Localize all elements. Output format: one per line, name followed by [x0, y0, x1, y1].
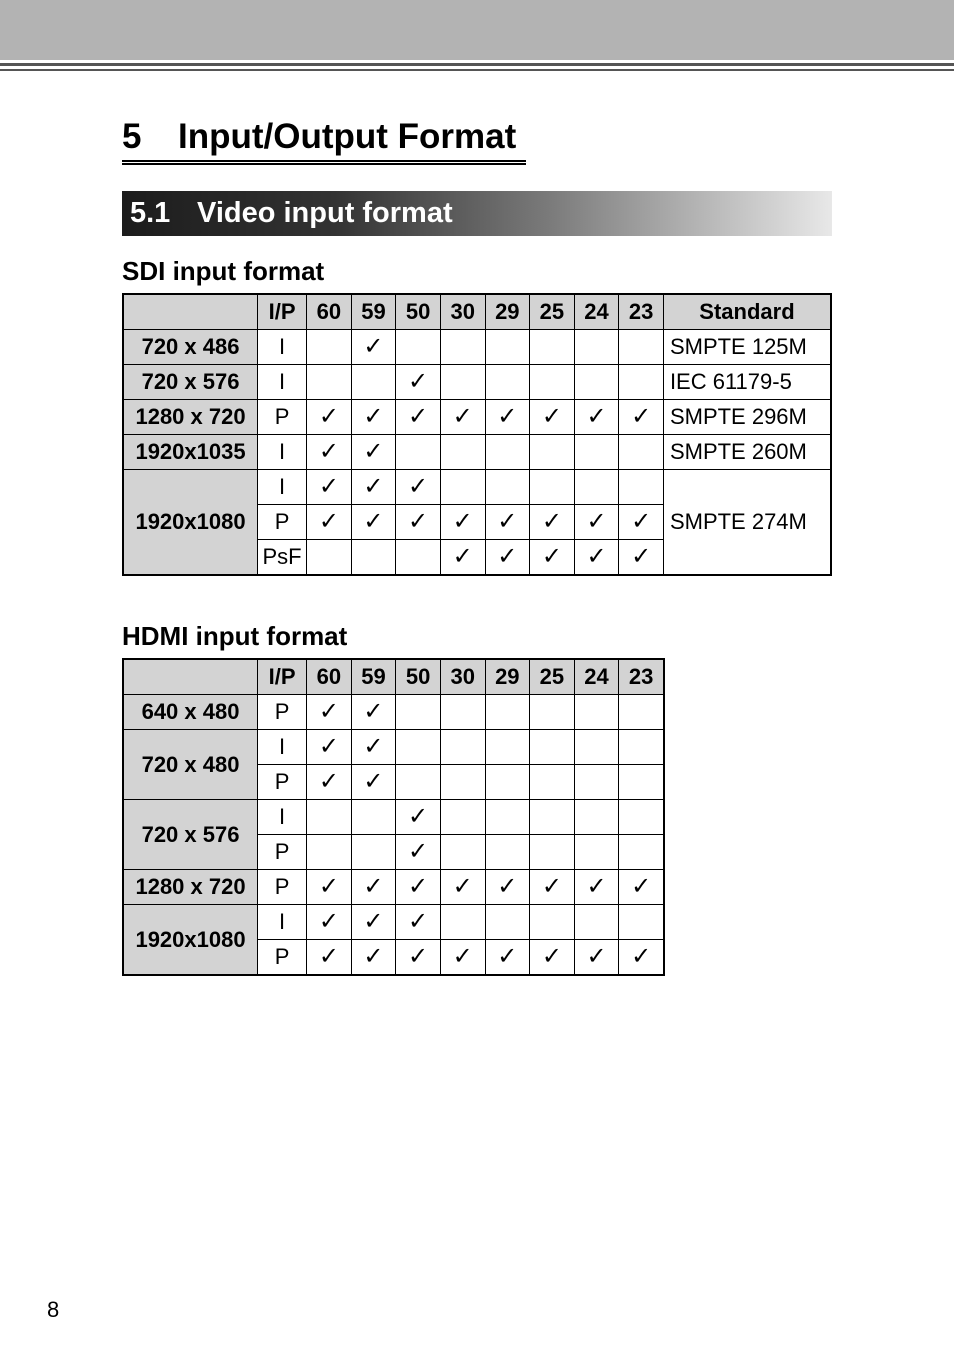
check-icon: ✓ — [452, 873, 473, 900]
rate-cell — [574, 695, 619, 730]
table-row — [123, 800, 664, 835]
rate-cell — [307, 905, 352, 940]
section-title — [130, 191, 453, 236]
hdmi-format-table — [122, 658, 665, 976]
check-icon: ✓ — [318, 438, 339, 465]
rate-cell — [619, 835, 664, 870]
rate-cell — [307, 730, 352, 765]
check-icon: ✓ — [452, 403, 473, 430]
rate-cell — [574, 870, 619, 905]
ip-cell: P — [258, 400, 307, 435]
sdi-heading: SDI input format — [122, 256, 325, 286]
header-row — [123, 659, 664, 695]
page-number: 8 — [47, 1297, 60, 1322]
rate-cell — [396, 435, 441, 470]
resolution-cell: 1280 x 720 — [123, 400, 258, 435]
check-icon: ✓ — [452, 943, 473, 970]
resolution-cell: 1920x1080 — [123, 470, 258, 576]
rate-cell — [396, 870, 441, 905]
check-icon: ✓ — [363, 403, 384, 430]
check-icon: ✓ — [497, 508, 518, 535]
resolution-cell: 1920x1080 — [123, 905, 258, 976]
rate-cell — [619, 905, 664, 940]
resolution-cell: 640 x 480 — [123, 695, 258, 730]
ip-cell: I — [258, 905, 307, 940]
resolution-cell: 1920x1035 — [123, 435, 258, 470]
rate-cell — [485, 400, 530, 435]
check-icon: ✓ — [408, 873, 429, 900]
standard-cell: SMPTE 274M — [663, 470, 831, 576]
rate-cell — [619, 400, 664, 435]
rate-header: 24 — [574, 659, 619, 695]
rate-cell — [485, 330, 530, 365]
rate-cell — [396, 400, 441, 435]
resolution-header — [123, 659, 258, 695]
resolution-cell: 720 x 486 — [123, 330, 258, 365]
rate-cell — [440, 470, 485, 505]
check-icon: ✓ — [408, 803, 429, 830]
rate-cell — [307, 940, 352, 976]
rate-cell — [351, 835, 396, 870]
check-icon: ✓ — [318, 403, 339, 430]
rate-cell — [307, 540, 352, 576]
resolution-header — [123, 294, 258, 330]
rate-cell — [485, 800, 530, 835]
rate-cell — [485, 470, 530, 505]
rate-header: 60 — [307, 659, 352, 695]
rate-header: 50 — [396, 659, 441, 695]
ip-header: I/P — [258, 659, 307, 695]
rate-cell — [619, 435, 664, 470]
rate-cell — [351, 765, 396, 800]
check-icon: ✓ — [363, 768, 384, 795]
rate-cell — [530, 470, 575, 505]
rate-cell — [574, 730, 619, 765]
rate-cell — [351, 870, 396, 905]
check-icon: ✓ — [318, 873, 339, 900]
header-band — [0, 0, 954, 60]
rate-cell — [530, 365, 575, 400]
table-row — [123, 435, 831, 470]
rate-cell — [485, 435, 530, 470]
rate-cell — [396, 365, 441, 400]
check-icon: ✓ — [586, 403, 607, 430]
rate-cell — [619, 940, 664, 976]
resolution-cell: 1280 x 720 — [123, 870, 258, 905]
rate-cell — [574, 905, 619, 940]
rate-cell — [619, 765, 664, 800]
rate-cell — [574, 365, 619, 400]
rate-cell — [307, 435, 352, 470]
table-row — [123, 695, 664, 730]
rate-cell — [619, 870, 664, 905]
check-icon: ✓ — [586, 543, 607, 570]
rate-cell — [619, 470, 664, 505]
rate-cell — [351, 940, 396, 976]
check-icon: ✓ — [363, 698, 384, 725]
check-icon: ✓ — [541, 403, 562, 430]
check-icon: ✓ — [586, 508, 607, 535]
rate-header: 24 — [574, 294, 619, 330]
rate-cell — [485, 365, 530, 400]
rate-cell — [530, 765, 575, 800]
rate-cell — [440, 940, 485, 976]
table-row — [123, 870, 664, 905]
check-icon: ✓ — [363, 438, 384, 465]
rate-cell — [396, 730, 441, 765]
ip-cell: I — [258, 330, 307, 365]
rate-cell — [351, 365, 396, 400]
check-icon: ✓ — [318, 908, 339, 935]
table-row — [123, 470, 831, 505]
check-icon: ✓ — [408, 403, 429, 430]
resolution-cell: 720 x 576 — [123, 365, 258, 400]
rate-cell — [351, 330, 396, 365]
check-icon: ✓ — [497, 943, 518, 970]
rate-cell — [574, 540, 619, 576]
ip-cell: I — [258, 365, 307, 400]
check-icon: ✓ — [318, 733, 339, 760]
rate-header: 25 — [530, 659, 575, 695]
table-row — [123, 400, 831, 435]
table-row — [123, 905, 664, 940]
rate-cell — [485, 540, 530, 576]
rate-cell — [307, 505, 352, 540]
resolution-cell: 720 x 576 — [123, 800, 258, 870]
ip-cell: P — [258, 870, 307, 905]
rate-cell — [574, 835, 619, 870]
check-icon: ✓ — [541, 543, 562, 570]
check-icon: ✓ — [586, 873, 607, 900]
rate-cell — [307, 400, 352, 435]
check-icon: ✓ — [363, 508, 384, 535]
check-icon: ✓ — [318, 943, 339, 970]
rate-header: 29 — [485, 294, 530, 330]
check-icon: ✓ — [408, 368, 429, 395]
rate-header: 25 — [530, 294, 575, 330]
check-icon: ✓ — [363, 733, 384, 760]
check-icon: ✓ — [541, 873, 562, 900]
check-icon: ✓ — [408, 838, 429, 865]
check-icon: ✓ — [541, 508, 562, 535]
rate-cell — [396, 540, 441, 576]
rate-cell — [574, 940, 619, 976]
rate-cell — [396, 905, 441, 940]
ip-cell: I — [258, 470, 307, 505]
table-row — [123, 730, 664, 765]
rate-cell — [307, 835, 352, 870]
rate-cell — [307, 765, 352, 800]
rate-cell — [619, 695, 664, 730]
standard-cell: IEC 61179-5 — [663, 365, 831, 400]
chapter-number: 5 — [122, 117, 142, 156]
check-icon: ✓ — [497, 873, 518, 900]
ip-cell: P — [258, 505, 307, 540]
section-title-text: Video input format — [197, 197, 453, 229]
rate-cell — [574, 800, 619, 835]
rate-cell — [440, 330, 485, 365]
rate-cell — [396, 330, 441, 365]
ip-cell: PsF — [258, 540, 307, 576]
rate-cell — [351, 400, 396, 435]
rate-cell — [440, 730, 485, 765]
rate-cell — [351, 435, 396, 470]
rate-cell — [530, 695, 575, 730]
check-icon: ✓ — [363, 943, 384, 970]
resolution-cell: 720 x 480 — [123, 730, 258, 800]
rate-cell — [396, 765, 441, 800]
rate-cell — [351, 695, 396, 730]
rate-cell — [485, 870, 530, 905]
header-rule — [0, 69, 954, 71]
check-icon: ✓ — [408, 908, 429, 935]
rate-header: 59 — [351, 294, 396, 330]
rate-cell — [530, 905, 575, 940]
rate-header: 30 — [440, 294, 485, 330]
rate-cell — [440, 365, 485, 400]
rate-cell — [530, 730, 575, 765]
rate-cell — [396, 505, 441, 540]
rate-cell — [440, 505, 485, 540]
check-icon: ✓ — [631, 543, 652, 570]
header-rule — [0, 63, 954, 66]
section-number: 5.1 — [130, 197, 171, 229]
rate-cell — [396, 695, 441, 730]
rate-cell — [307, 870, 352, 905]
rate-cell — [485, 940, 530, 976]
rate-cell — [351, 505, 396, 540]
rate-cell — [530, 940, 575, 976]
rate-cell — [574, 470, 619, 505]
rate-cell — [619, 540, 664, 576]
hdmi-heading: HDMI input format — [122, 621, 348, 651]
rate-cell — [307, 365, 352, 400]
rate-cell — [574, 765, 619, 800]
check-icon: ✓ — [318, 768, 339, 795]
rate-cell — [530, 505, 575, 540]
rate-cell — [485, 905, 530, 940]
rate-cell — [619, 730, 664, 765]
ip-cell: P — [258, 835, 307, 870]
rate-header: 60 — [307, 294, 352, 330]
rate-cell — [619, 800, 664, 835]
check-icon: ✓ — [586, 943, 607, 970]
rate-cell — [530, 870, 575, 905]
table-row — [123, 365, 831, 400]
rate-cell — [440, 905, 485, 940]
rate-cell — [574, 400, 619, 435]
rate-cell — [307, 695, 352, 730]
check-icon: ✓ — [363, 333, 384, 360]
rate-cell — [440, 765, 485, 800]
check-icon: ✓ — [631, 508, 652, 535]
rate-cell — [440, 540, 485, 576]
rate-header: 50 — [396, 294, 441, 330]
check-icon: ✓ — [408, 943, 429, 970]
rate-cell — [440, 800, 485, 835]
rate-cell — [485, 505, 530, 540]
chapter-title-text: Input/Output Format — [178, 117, 517, 156]
rate-header: 30 — [440, 659, 485, 695]
rate-header: 23 — [619, 294, 664, 330]
rate-cell — [440, 400, 485, 435]
check-icon: ✓ — [452, 543, 473, 570]
section-heading-bar — [122, 191, 832, 236]
check-icon: ✓ — [631, 873, 652, 900]
check-icon: ✓ — [452, 508, 473, 535]
rate-cell — [307, 330, 352, 365]
rate-cell — [619, 330, 664, 365]
check-icon: ✓ — [631, 943, 652, 970]
check-icon: ✓ — [318, 508, 339, 535]
rate-header: 59 — [351, 659, 396, 695]
ip-cell: P — [258, 940, 307, 976]
ip-header: I/P — [258, 294, 307, 330]
rate-cell — [530, 400, 575, 435]
check-icon: ✓ — [408, 473, 429, 500]
ip-cell: I — [258, 435, 307, 470]
rate-cell — [485, 695, 530, 730]
check-icon: ✓ — [408, 508, 429, 535]
standard-cell: SMPTE 296M — [663, 400, 831, 435]
rate-cell — [619, 365, 664, 400]
rate-cell — [530, 835, 575, 870]
rate-header: 29 — [485, 659, 530, 695]
table-row — [123, 330, 831, 365]
standard-cell: SMPTE 125M — [663, 330, 831, 365]
ip-cell: P — [258, 695, 307, 730]
check-icon: ✓ — [318, 473, 339, 500]
rate-cell — [530, 330, 575, 365]
rate-cell — [619, 505, 664, 540]
ip-cell: P — [258, 765, 307, 800]
rate-cell — [307, 800, 352, 835]
rate-cell — [530, 800, 575, 835]
rate-cell — [530, 435, 575, 470]
rate-cell — [485, 730, 530, 765]
rate-cell — [440, 870, 485, 905]
chapter-title — [122, 114, 526, 165]
rate-header: 23 — [619, 659, 664, 695]
rate-cell — [351, 905, 396, 940]
rate-cell — [351, 540, 396, 576]
rate-cell — [574, 330, 619, 365]
rate-cell — [396, 940, 441, 976]
check-icon: ✓ — [631, 403, 652, 430]
check-icon: ✓ — [541, 943, 562, 970]
check-icon: ✓ — [363, 473, 384, 500]
sdi-format-table — [122, 293, 832, 576]
rate-cell — [396, 800, 441, 835]
check-icon: ✓ — [363, 908, 384, 935]
rate-cell — [351, 800, 396, 835]
ip-cell: I — [258, 800, 307, 835]
rate-cell — [574, 435, 619, 470]
rate-cell — [440, 695, 485, 730]
check-icon: ✓ — [497, 403, 518, 430]
rate-cell — [440, 835, 485, 870]
rate-cell — [440, 435, 485, 470]
rate-cell — [396, 470, 441, 505]
rate-cell — [351, 470, 396, 505]
ip-cell: I — [258, 730, 307, 765]
rate-cell — [351, 730, 396, 765]
rate-cell — [530, 540, 575, 576]
standard-header: Standard — [663, 294, 831, 330]
check-icon: ✓ — [318, 698, 339, 725]
rate-cell — [485, 835, 530, 870]
standard-cell: SMPTE 260M — [663, 435, 831, 470]
rate-cell — [574, 505, 619, 540]
rate-cell — [485, 765, 530, 800]
header-row — [123, 294, 831, 330]
check-icon: ✓ — [497, 543, 518, 570]
check-icon: ✓ — [363, 873, 384, 900]
rate-cell — [396, 835, 441, 870]
rate-cell — [307, 470, 352, 505]
